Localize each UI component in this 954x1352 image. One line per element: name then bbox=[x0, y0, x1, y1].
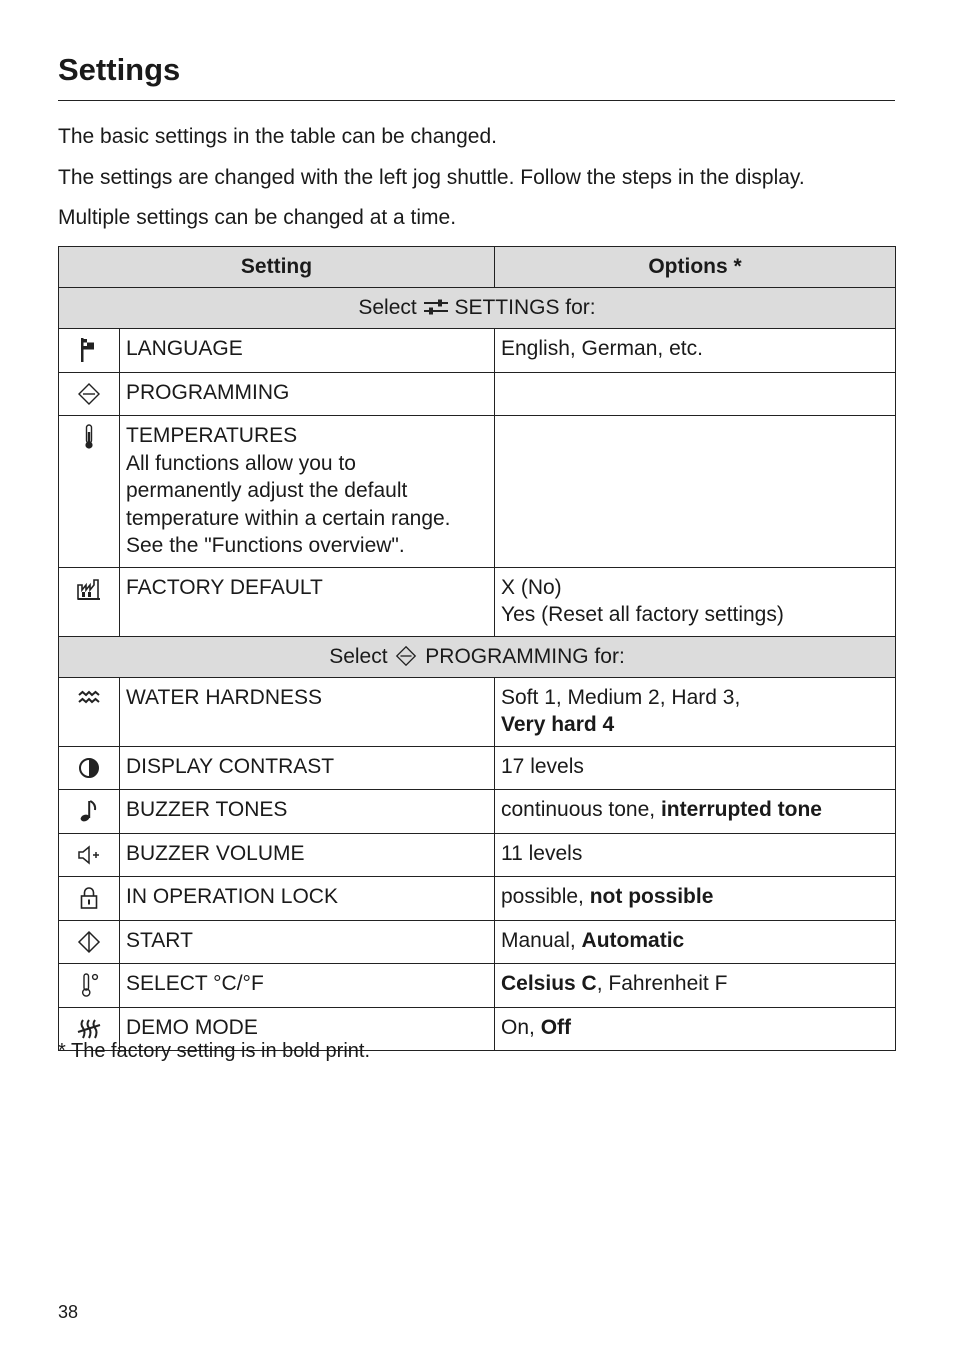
section-settings: Select SETTINGS for: bbox=[59, 288, 896, 329]
table-row bbox=[59, 677, 896, 746]
title-rule bbox=[58, 100, 895, 101]
footnote: * The factory setting is in bold print. bbox=[58, 1040, 371, 1062]
intro-paragraph-1: The basic settings in the table can be changed. bbox=[58, 125, 497, 148]
table-row bbox=[59, 877, 896, 921]
intro-paragraph-3: Multiple settings can be changed at a time. bbox=[58, 206, 457, 229]
table-row bbox=[59, 416, 896, 568]
thermometer-degree-icon bbox=[76, 972, 102, 998]
table-row bbox=[59, 833, 896, 877]
options-factory-default: X (No) Yes (Reset all factory settings) bbox=[495, 567, 896, 636]
temperatures-detail-3: temperature within a certain range. bbox=[126, 506, 451, 530]
programming-diamond-icon bbox=[76, 381, 102, 407]
setting-start: START bbox=[120, 920, 495, 964]
demo-mode-icon bbox=[76, 1016, 102, 1042]
options-in-operation-lock: possible, not possible bbox=[495, 877, 896, 921]
setting-select-unit: SELECT °C/°F bbox=[120, 964, 495, 1008]
section-programming-row bbox=[59, 636, 896, 677]
setting-display-contrast: DISPLAY CONTRAST bbox=[120, 746, 495, 790]
section-programming: Select PROGRAMMING for: bbox=[59, 636, 896, 677]
options-demo-mode: On, Off bbox=[495, 1007, 896, 1051]
options-select-unit: Celsius C, Fahrenheit F bbox=[495, 964, 896, 1008]
table-row bbox=[59, 920, 896, 964]
table-row bbox=[59, 746, 896, 790]
temperatures-detail-4: See the "Functions overview". bbox=[126, 534, 405, 557]
table-row bbox=[59, 964, 896, 1008]
section-settings-row bbox=[59, 288, 896, 329]
temperatures-detail-2: permanently adjust the default bbox=[126, 479, 408, 502]
page-number: 38 bbox=[58, 1302, 79, 1322]
flag-icon bbox=[76, 337, 102, 363]
options-temperatures bbox=[495, 416, 896, 568]
options-water-hardness: Soft 1, Medium 2, Hard 3, Very hard 4 bbox=[495, 677, 896, 746]
setting-buzzer-tones: BUZZER TONES bbox=[120, 790, 495, 834]
header-setting: Setting bbox=[59, 247, 495, 288]
options-buzzer-tones: continuous tone, interrupted tone bbox=[495, 790, 896, 834]
temperatures-detail-1: All functions allow you to bbox=[126, 451, 356, 475]
water-hardness-icon bbox=[76, 686, 102, 712]
speaker-volume-icon bbox=[76, 842, 102, 868]
programming-diamond-icon bbox=[393, 645, 425, 668]
setting-language: LANGUAGE bbox=[120, 329, 495, 373]
table-row bbox=[59, 567, 896, 636]
start-diamond-icon bbox=[76, 929, 102, 955]
setting-temperatures: TEMPERATURES All functions allow you to permanently adjust the default temperature within a certain range. See the "Functions overview". bbox=[120, 416, 495, 568]
settings-table bbox=[58, 246, 896, 1051]
contrast-icon bbox=[76, 755, 102, 781]
options-programming bbox=[495, 372, 896, 416]
setting-in-operation-lock: IN OPERATION LOCK bbox=[120, 877, 495, 921]
table-row bbox=[59, 329, 896, 373]
header-options: Options * bbox=[495, 247, 896, 288]
setting-buzzer-volume: BUZZER VOLUME bbox=[120, 833, 495, 877]
factory-icon bbox=[76, 576, 102, 602]
setting-programming: PROGRAMMING bbox=[120, 372, 495, 416]
page-title: Settings bbox=[58, 52, 181, 87]
music-note-icon bbox=[76, 798, 102, 824]
setting-water-hardness: WATER HARDNESS bbox=[120, 677, 495, 746]
thermometer-icon bbox=[76, 424, 102, 450]
setting-demo-mode: DEMO MODE bbox=[120, 1007, 495, 1051]
table-row bbox=[59, 372, 896, 416]
setting-factory-default: FACTORY DEFAULT bbox=[120, 567, 495, 636]
settings-sliders-icon bbox=[423, 296, 455, 319]
options-buzzer-volume: 11 levels bbox=[495, 833, 896, 877]
intro-paragraph-2: The settings are changed with the left jog shuttle. Follow the steps in the display. bbox=[58, 166, 805, 189]
options-language: English, German, etc. bbox=[495, 329, 896, 373]
options-start: Manual, Automatic bbox=[495, 920, 896, 964]
options-display-contrast: 17 levels bbox=[495, 746, 896, 790]
table-row bbox=[59, 790, 896, 834]
table-header-row bbox=[59, 247, 896, 288]
padlock-icon bbox=[76, 885, 102, 911]
